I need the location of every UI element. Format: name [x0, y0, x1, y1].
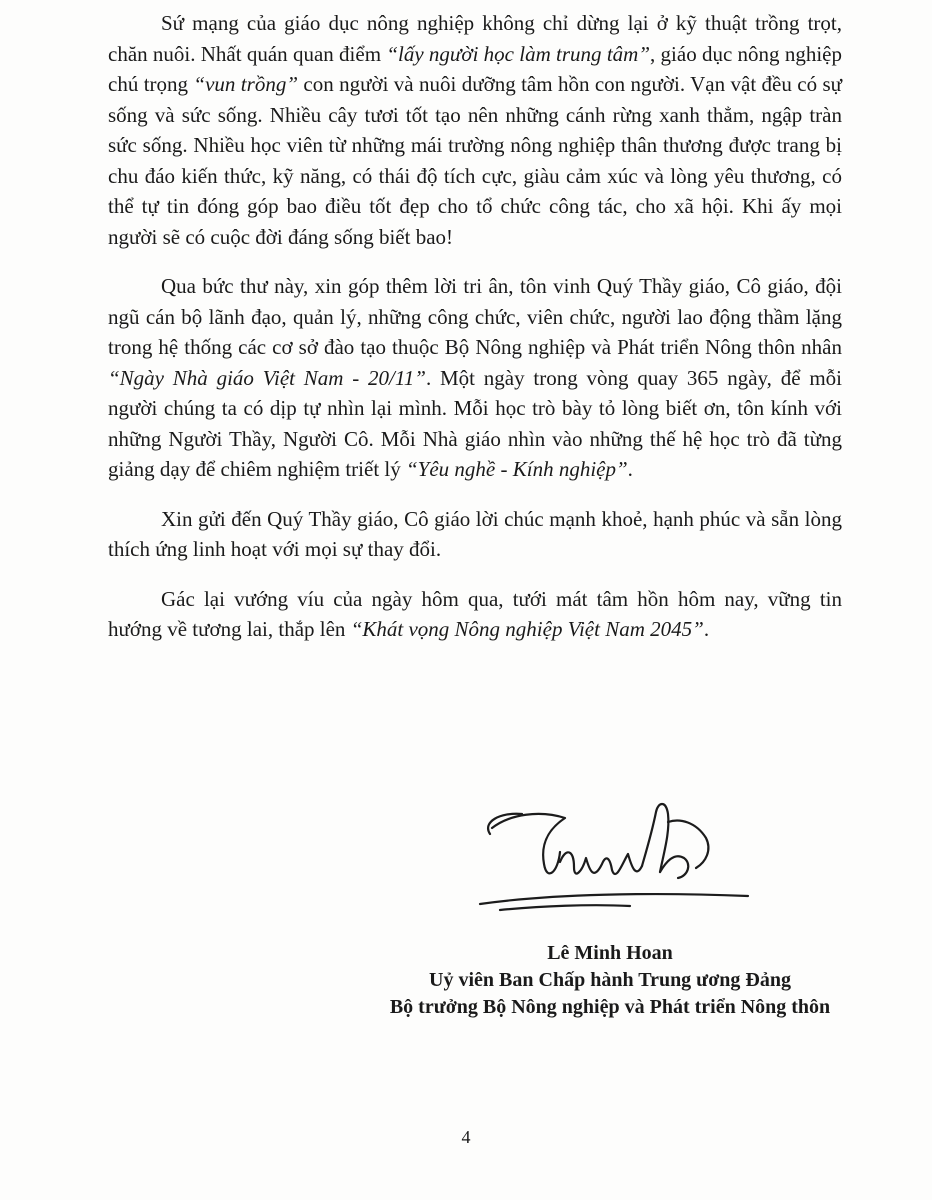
paragraph-aspiration: Gác lại vướng víu của ngày hôm qua, tưới mát tâm hồn hôm nay, vững tin hướng về tương lai, thắp lên “Khát vọng Nông nghiệp Việt Nam 2045”. [108, 586, 842, 641]
paragraph-mission: Sứ mạng của giáo dục nông nghiệp không chỉ dừng lại ở kỹ thuật trồng trọt, chăn nuôi. Nhất quán quan điểm “lấy người học làm trung tâm”, giáo dục nông nghiệp chú trọng “vun trồng” con người và nuôi dưỡng tâm hồn con người. Vạn vật đều có sự sống và sức sống. Nhiều cây tươi tốt tạo nên những cánh rừng xanh thẳm, ngập tràn sức sống. Nhiều học viên từ những mái trường nông nghiệp thân thương được trang bị chu đáo kiến thức, kỹ năng, có thái độ tích cực, giàu cảm xúc và lòng yêu thương, có thể tự tin đóng góp bao điều tốt đẹp cho tổ chức công tác, cho xã hội. Khi ấy mọi người sẽ có cuộc đời đáng sống biết bao! [108, 11, 843, 249]
paragraph-gratitude: Qua bức thư này, xin góp thêm lời tri ân, tôn vinh Quý Thầy giáo, Cô giáo, đội ngũ cán bộ lãnh đạo, quản lý, những công chức, viên chức, người lao động thầm lặng trong hệ thống các cơ sở đào tạo thuộc Bộ Nông nghiệp và Phát triển Nông thôn nhân “Ngày Nhà giáo Việt Nam - 20/11”. Một ngày trong vòng quay 365 ngày, để mỗi người chúng ta có dịp tự nhìn lại mình. Mỗi học trò bày tỏ lòng biết ơn, tôn kính với những Người Thầy, Người Cô. Mỗi Nhà giáo nhìn vào những thế hệ học trò đã từng giảng dạy để chiêm nghiệm triết lý “Yêu nghề - Kính nghiệp”. [108, 274, 842, 481]
handwritten-signature [470, 792, 770, 922]
paragraph-wishes: Xin gửi đến Quý Thầy giáo, Cô giáo lời chúc mạnh khoẻ, hạnh phúc và sẵn lòng thích ứng linh hoạt với mọi sự thay đổi. [108, 506, 842, 561]
page-number: 4 [461, 1127, 471, 1147]
signer-name: Lê Minh Hoan [547, 942, 673, 964]
signer-title-minister: Bộ trưởng Bộ Nông nghiệp và Phát triển Nông thôn [389, 996, 831, 1018]
signature-block [350, 940, 870, 1021]
letter-body [108, 8, 842, 664]
signer-title-party: Uỷ viên Ban Chấp hành Trung ương Đảng [429, 969, 791, 991]
